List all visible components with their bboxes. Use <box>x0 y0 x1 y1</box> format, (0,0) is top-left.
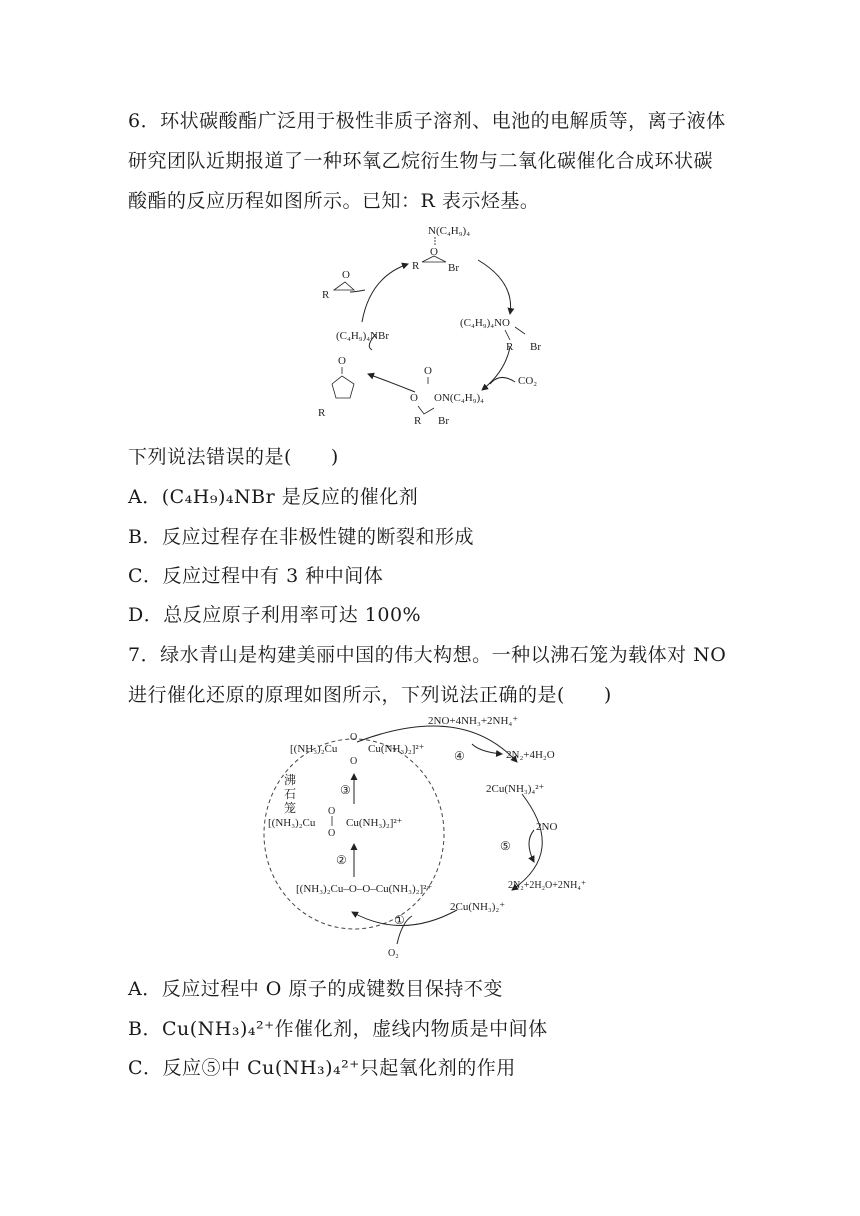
step-5-products: 2N₂+2H₂O+2NH₄⁺ <box>508 880 587 891</box>
svg-text:O: O <box>350 756 358 767</box>
q6-line-3: 酸酯的反应历程如图所示。已知：R 表示烃基。 <box>128 190 540 212</box>
q7-option-a: A．反应过程中 O 原子的成键数目保持不变 <box>128 978 503 1000</box>
step-4-products: 2N₂+4H₂O <box>506 749 555 761</box>
catalyst-label: (C₄H₉)₄NBr <box>336 330 390 342</box>
q7-line-1: 7．绿水青山是构建美丽中国的伟大构想。一种以沸石笼为载体对 NO <box>128 644 727 666</box>
epoxide-r-label: R <box>322 289 330 301</box>
cu-nh3-4-label: 2Cu(NH₃)₄²⁺ <box>486 783 545 795</box>
cu-nh3-2-label: 2Cu(NH₃)₂⁺ <box>450 901 506 913</box>
cage-label-3: 笼 <box>284 801 297 815</box>
arc-bottom-left <box>368 374 415 392</box>
bottom-br-label: Br <box>438 415 449 427</box>
zeolite-cage-outline <box>264 739 444 929</box>
top-o-label: O <box>430 246 438 258</box>
top-br-label: Br <box>448 262 459 274</box>
bottom-r-label: R <box>414 415 422 427</box>
arc-right-bottom <box>482 347 510 390</box>
epoxide-o-label: O <box>342 269 350 281</box>
top-complex-left: [(NH₃)₂Cu <box>290 743 338 755</box>
mid-complex-left: [(NH₃)₂Cu <box>268 817 316 829</box>
right-br-label: Br <box>530 341 541 353</box>
top-amine-label: N(C₄H₉)₄ <box>428 225 471 237</box>
bottom-complex: [(NH₃)₂Cu–O–O–Cu(NH₃)₂]²⁺ <box>296 883 433 895</box>
cycle-arc-right <box>512 794 542 890</box>
bottom-o-label: O <box>424 365 432 377</box>
q7-option-c: C．反应⑤中 Cu(NH₃)₄²⁺只起氧化剂的作用 <box>128 1057 516 1079</box>
q6-option-b: B．反应过程存在非极性键的断裂和形成 <box>128 526 474 548</box>
top-complex-right: Cu(NH₃)₂]²⁺ <box>368 743 425 755</box>
q6-line-2: 研究团队近期报道了一种环氧乙烷衍生物与二氧化碳催化合成环状碳 <box>128 150 714 172</box>
step-4-reactants: 2NO+4NH₃+2NH₄⁺ <box>428 715 519 727</box>
step-2-label: ② <box>336 853 347 867</box>
q6-reaction-cycle-diagram <box>310 222 550 432</box>
co2-label: CO₂ <box>518 375 538 387</box>
carbonate-o-top: O <box>338 355 346 367</box>
right-species-label: (C₄H₉)₄NO <box>460 317 510 329</box>
arc-top-right <box>478 260 511 314</box>
step-3-label: ③ <box>340 783 351 797</box>
q6-option-c: C．反应过程中有 3 种中间体 <box>128 565 384 587</box>
right-r-label: R <box>506 341 514 353</box>
q7-line-2: 进行催化还原的原理如图所示，下列说法正确的是( ) <box>128 684 612 706</box>
mid-complex-right: Cu(NH₃)₂]²⁺ <box>346 817 403 829</box>
top-r-label: R <box>412 260 420 272</box>
no-reactant-label: 2NO <box>536 821 558 833</box>
step-4-label: ④ <box>454 749 465 763</box>
svg-text:O: O <box>350 732 358 743</box>
svg-text:O: O <box>328 828 336 839</box>
q7-catalytic-cycle-diagram <box>262 712 612 962</box>
q6-prompt: 下列说法错误的是( ) <box>128 446 339 468</box>
step-5-label: ⑤ <box>500 839 511 853</box>
bottom-on-label: ON(C₄H₉)₄ <box>434 392 484 404</box>
q6-option-d: D．总反应原子利用率可达 100% <box>128 604 422 626</box>
cage-label-1: 沸 <box>284 773 297 787</box>
step-1-label: ① <box>394 913 405 927</box>
bottom-o2-label: O <box>410 392 418 404</box>
q7-option-b: B．Cu(NH₃)₄²⁺作催化剂，虚线内物质是中间体 <box>128 1018 548 1040</box>
o2-label: O₂ <box>388 948 399 959</box>
cage-label-2: 石 <box>284 787 297 801</box>
q6-line-1: 6．环状碳酸酯广泛用于极性非质子溶剂、电池的电解质等，离子液体 <box>128 110 726 132</box>
carbonate-r-label: R <box>318 407 326 419</box>
q6-option-a: A．(C₄H₉)₄NBr 是反应的催化剂 <box>128 486 419 508</box>
arc-left-top <box>362 264 408 322</box>
svg-text:O: O <box>328 806 336 817</box>
